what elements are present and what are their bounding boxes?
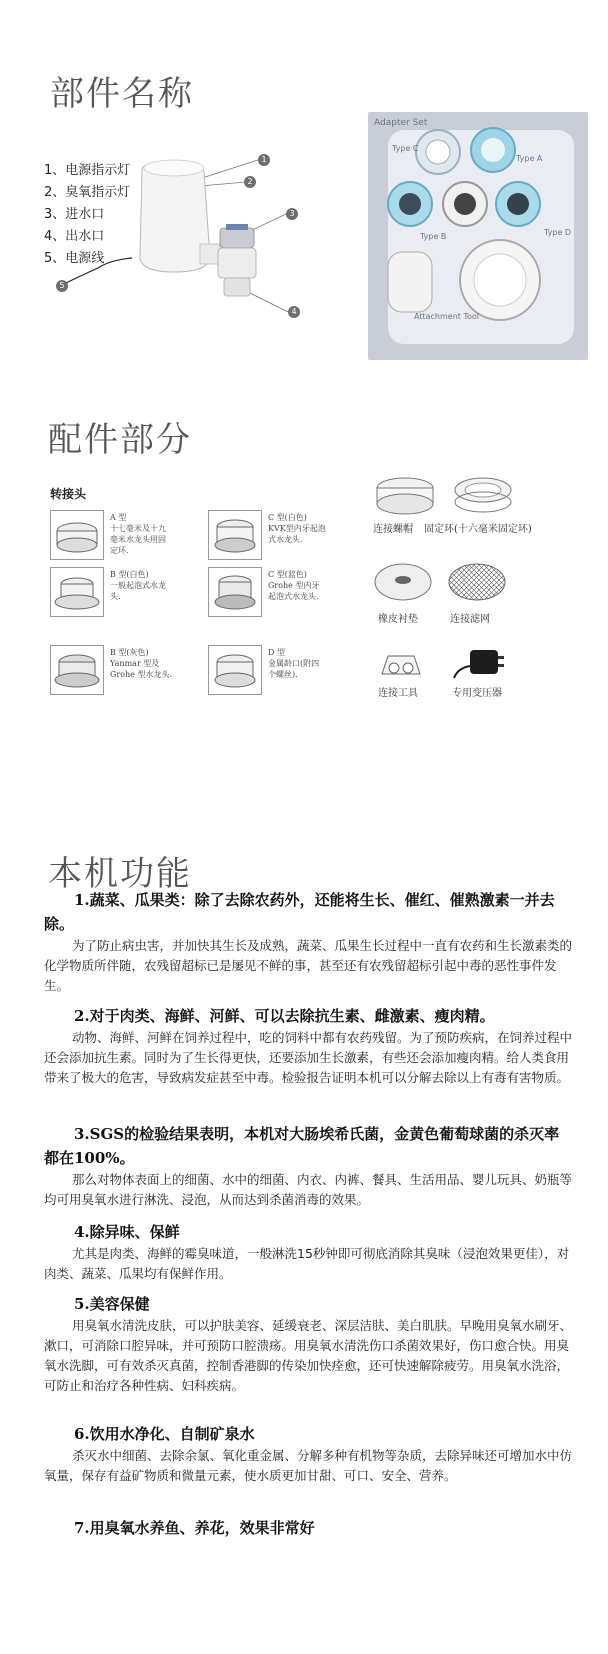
function-body: 为了防止病虫害，并加快其生长及成熟，蔬菜、瓜果生长过程中一直有农药和生长激素类的化学物质所伴随，农残留超标已是屡见不鲜的事，甚至还有农残留超标引起中毒的恶性事件发生。 xyxy=(44,938,573,993)
accessory-label: 连接滤网 xyxy=(450,614,490,625)
accessory-label: 固定环(十六毫米固定环) xyxy=(424,524,532,535)
section-title-functions: 本机功能 xyxy=(48,854,192,894)
function-body: 那么对物体表面上的细菌、水中的细菌、内衣、内裤、餐具、生活用品、婴儿玩具、奶瓶等均可用臭氧水进行淋洗、浸泡，从而达到杀菌消毒的效果。 xyxy=(44,1172,573,1207)
section-title-parts: 部件名称 xyxy=(50,74,194,114)
connection-tool-image xyxy=(376,648,426,682)
section-title-accessories: 配件部分 xyxy=(48,420,192,460)
photo-type-label: Type A xyxy=(516,154,543,163)
function-heading: 6.饮用水净化、自制矿泉水 xyxy=(74,1425,255,1443)
connector-nut-image xyxy=(370,472,440,518)
function-body: 尤其是肉类、海鲜的霉臭味道，一般淋洗15秒钟即可彻底消除其臭味（浸泡效果更佳），对肉类、蔬菜、瓜果均有保鲜作用。 xyxy=(44,1246,570,1281)
callout-1: 1 xyxy=(258,154,270,166)
adapter-set-photo xyxy=(368,112,588,360)
photo-set-label: Adapter Set xyxy=(374,118,428,128)
device-illustration xyxy=(50,140,320,340)
photo-footer-label: Attachment Tool xyxy=(414,312,479,321)
part-item: 5、电源线 xyxy=(44,251,105,266)
function-item xyxy=(44,1292,574,1396)
function-item xyxy=(44,1422,574,1486)
filter-mesh-image xyxy=(444,560,510,608)
power-adapter-image xyxy=(452,646,518,682)
function-body: 动物、海鲜、河鲜在饲养过程中，吃的饲料中都有农药残留。为了预防疾病，在饲养过程中还会添加抗生素。同时为了生长得更快，还要添加生长激素，有些还会添加瘦肉精。给人类食用带来了极大的危害，导致病发症甚至中毒。检验报告证明本机可以分解去除以上有毒有害物质。 xyxy=(44,1030,573,1085)
adapter-desc: D 型 金属龄口(附四 个螺丝). xyxy=(268,648,320,679)
callout-5: 5 xyxy=(56,280,68,292)
adapter-thumb-c-blue xyxy=(208,567,262,617)
function-heading: 4.除异味、保鲜 xyxy=(74,1223,180,1241)
function-body: 杀灭水中细菌、去除余氯、氧化重金属、分解多种有机物等杂质，去除异味还可增加水中仿氧量，保存有益矿物质和微量元素，使水质更加甘甜、可口、安全、营养。 xyxy=(44,1448,573,1483)
photo-type-label: Type C xyxy=(392,144,419,153)
function-body: 用臭氧水清洗皮肤，可以护肤美容、延缓衰老、深层洁肤、美白肌肤。早晚用臭氧水刷牙、漱口，可消除口腔异味，并可预防口腔溃疡。用臭氧水清洗伤口杀菌效果好，伤口愈合快。用臭氧水洗脚，可有效杀灭真菌，控制香港脚的传染加快痊愈，还可快速解除疲劳。用臭氧水洗浴，可防止和治疗各种性病、妇科疾病。 xyxy=(44,1318,573,1393)
photo-type-label: Type B xyxy=(420,232,447,241)
callout-2: 2 xyxy=(244,176,256,188)
function-heading: 1.蔬菜、瓜果类：除了去除农药外，还能将生长、催红、催熟激素一并去除。 xyxy=(44,891,555,933)
adapter-thumb-c-white xyxy=(208,510,262,560)
rubber-gasket-image xyxy=(370,560,436,608)
part-item: 1、电源指示灯 xyxy=(44,163,131,178)
function-item xyxy=(44,888,574,996)
fixing-ring-image xyxy=(448,472,518,518)
accessory-label: 专用变压器 xyxy=(452,688,502,699)
accessory-label: 连接螺帽 xyxy=(373,524,413,535)
function-heading: 3.SGS的检验结果表明，本机对大肠埃希氏菌，金黄色葡萄球菌的杀灭率都在100%。 xyxy=(44,1125,560,1167)
accessory-label: 橡皮衬垫 xyxy=(378,614,418,625)
photo-type-label: Type D xyxy=(544,228,572,237)
adapter-desc: C 型(白色) KVK型内牙起泡 式水龙头. xyxy=(268,513,326,544)
adapter-desc: B 型(白色) 一般起泡式水龙 头. xyxy=(110,570,166,601)
function-heading: 2.对于肉类、海鲜、河鲜、可以去除抗生素、雌激素、瘦肉精。 xyxy=(74,1007,495,1025)
callout-4: 4 xyxy=(288,306,300,318)
adapter-desc: B 型(灰色) Yanmar 型及 Grohe 型水龙头. xyxy=(110,648,173,679)
function-item xyxy=(44,1122,574,1210)
adapter-thumb-d xyxy=(208,645,262,695)
adapter-subheading: 转接头 xyxy=(50,487,87,501)
adapter-thumb-b-gray xyxy=(50,645,104,695)
function-item xyxy=(44,1004,574,1088)
adapter-desc: C 型(蓝色) Grohe 型内牙 起泡式水龙头. xyxy=(268,570,320,601)
accessory-label: 连接工具 xyxy=(378,688,418,699)
adapter-thumb-b-white xyxy=(50,567,104,617)
adapter-thumb-a xyxy=(50,510,104,560)
part-item: 4、出水口 xyxy=(44,229,105,244)
function-item xyxy=(44,1516,574,1540)
part-item: 3、进水口 xyxy=(44,207,105,222)
adapter-desc: A 型 十七毫米及十九 毫米水龙头用固 定环. xyxy=(110,513,166,555)
callout-3: 3 xyxy=(286,208,298,220)
function-heading: 5.美容保健 xyxy=(74,1295,150,1313)
function-item xyxy=(44,1220,574,1284)
part-item: 2、臭氧指示灯 xyxy=(44,185,131,200)
function-heading: 7.用臭氧水养鱼、养花，效果非常好 xyxy=(74,1519,315,1537)
